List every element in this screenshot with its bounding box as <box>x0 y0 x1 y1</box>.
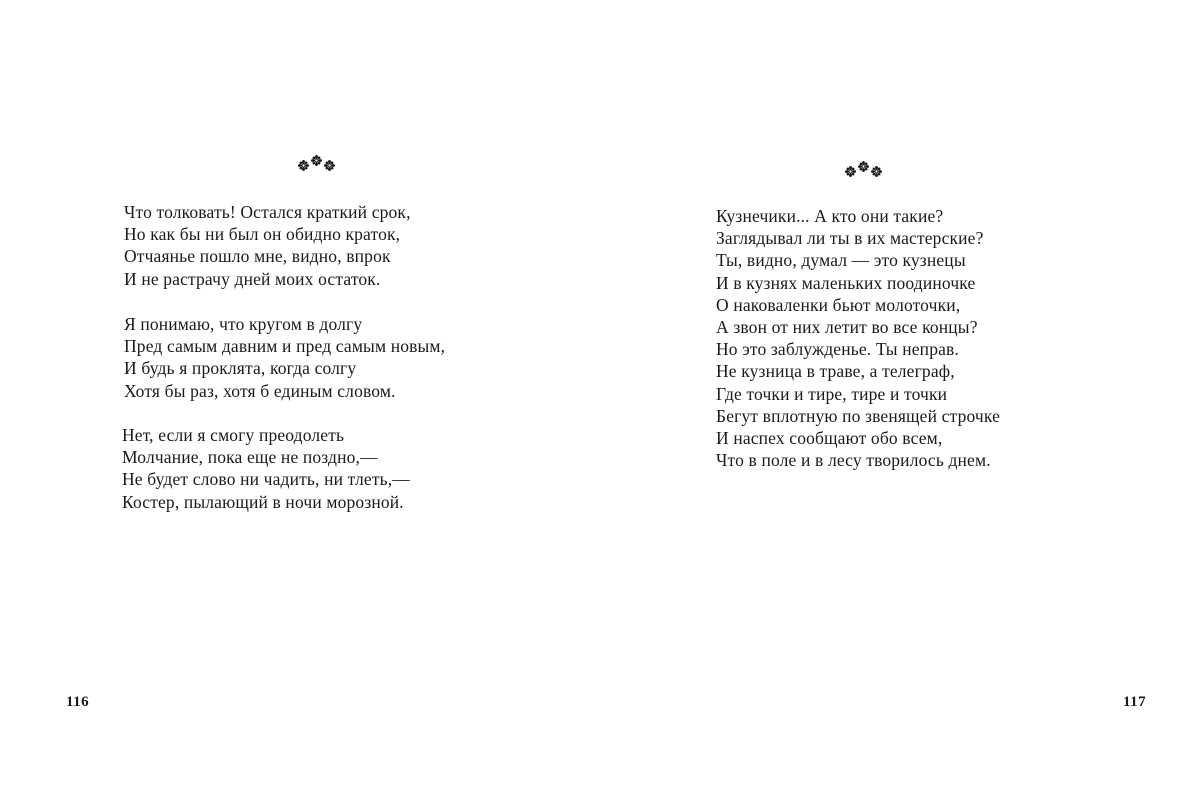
verse-line: И будь я проклята, когда солгу <box>124 358 357 379</box>
verse-line: Заглядывал ли ты в их мастерские? <box>716 228 984 249</box>
page-number: 117 <box>1123 694 1147 710</box>
right-page <box>598 0 1197 800</box>
verse-line: Не кузница в траве, а телеграф, <box>716 361 955 382</box>
poem-stanza-2 <box>124 313 445 402</box>
poem-stanza-1 <box>124 201 411 290</box>
flower-icon <box>871 166 882 177</box>
verse-line: Не будет слово ни чадить, ни тлеть,— <box>122 469 410 490</box>
verse-line: Бегут вплотную по звенящей строчке <box>716 405 1000 426</box>
verse-line: Кузнечики... А кто они такие? <box>716 206 944 226</box>
poem-stanza-1 <box>716 205 1000 471</box>
verse-line: Молчание, пока еще не поздно,— <box>122 447 378 468</box>
verse-line: Костер, пылающий в ночи морозной. <box>122 491 404 512</box>
page-number: 116 <box>66 694 90 710</box>
poem-stanza-3 <box>122 424 410 513</box>
verse-line: Что толковать! Остался краткий срок, <box>124 202 411 222</box>
verse-line: Нет, если я смогу преодолеть <box>122 425 345 445</box>
flower-icon <box>845 166 856 177</box>
verse-line: Но как бы ни был он обидно краток, <box>124 224 401 245</box>
ornament-asterism <box>845 166 882 177</box>
ornament-asterism <box>298 160 335 171</box>
verse-line: Я понимаю, что кругом в долгу <box>124 314 363 334</box>
flower-icon <box>324 160 335 171</box>
verse-line: Хотя бы раз, хотя б единым словом. <box>124 380 396 401</box>
verse-line: И в кузнях маленьких поодиночке <box>716 272 976 293</box>
verse-line: И наспех сообщают обо всем, <box>716 428 943 449</box>
verse-line: А звон от них летит во все концы? <box>716 317 978 338</box>
flower-icon <box>311 155 322 166</box>
flower-icon <box>858 161 869 172</box>
verse-line: О наковаленки бьют молоточки, <box>716 294 961 315</box>
verse-line: Но это заблужденье. Ты неправ. <box>716 339 959 360</box>
verse-line: Пред самым давним и пред самым новым, <box>124 336 446 357</box>
verse-line: Что в поле и в лесу творилось днем. <box>716 450 991 471</box>
verse-line: Ты, видно, думал — это кузнецы <box>716 250 966 271</box>
flower-icon <box>298 160 309 171</box>
left-page <box>0 0 598 800</box>
verse-line: Отчаянье пошло мне, видно, впрок <box>124 246 391 267</box>
verse-line: Где точки и тире, тире и точки <box>716 383 948 404</box>
verse-line: И не растрачу дней моих остаток. <box>124 268 381 289</box>
